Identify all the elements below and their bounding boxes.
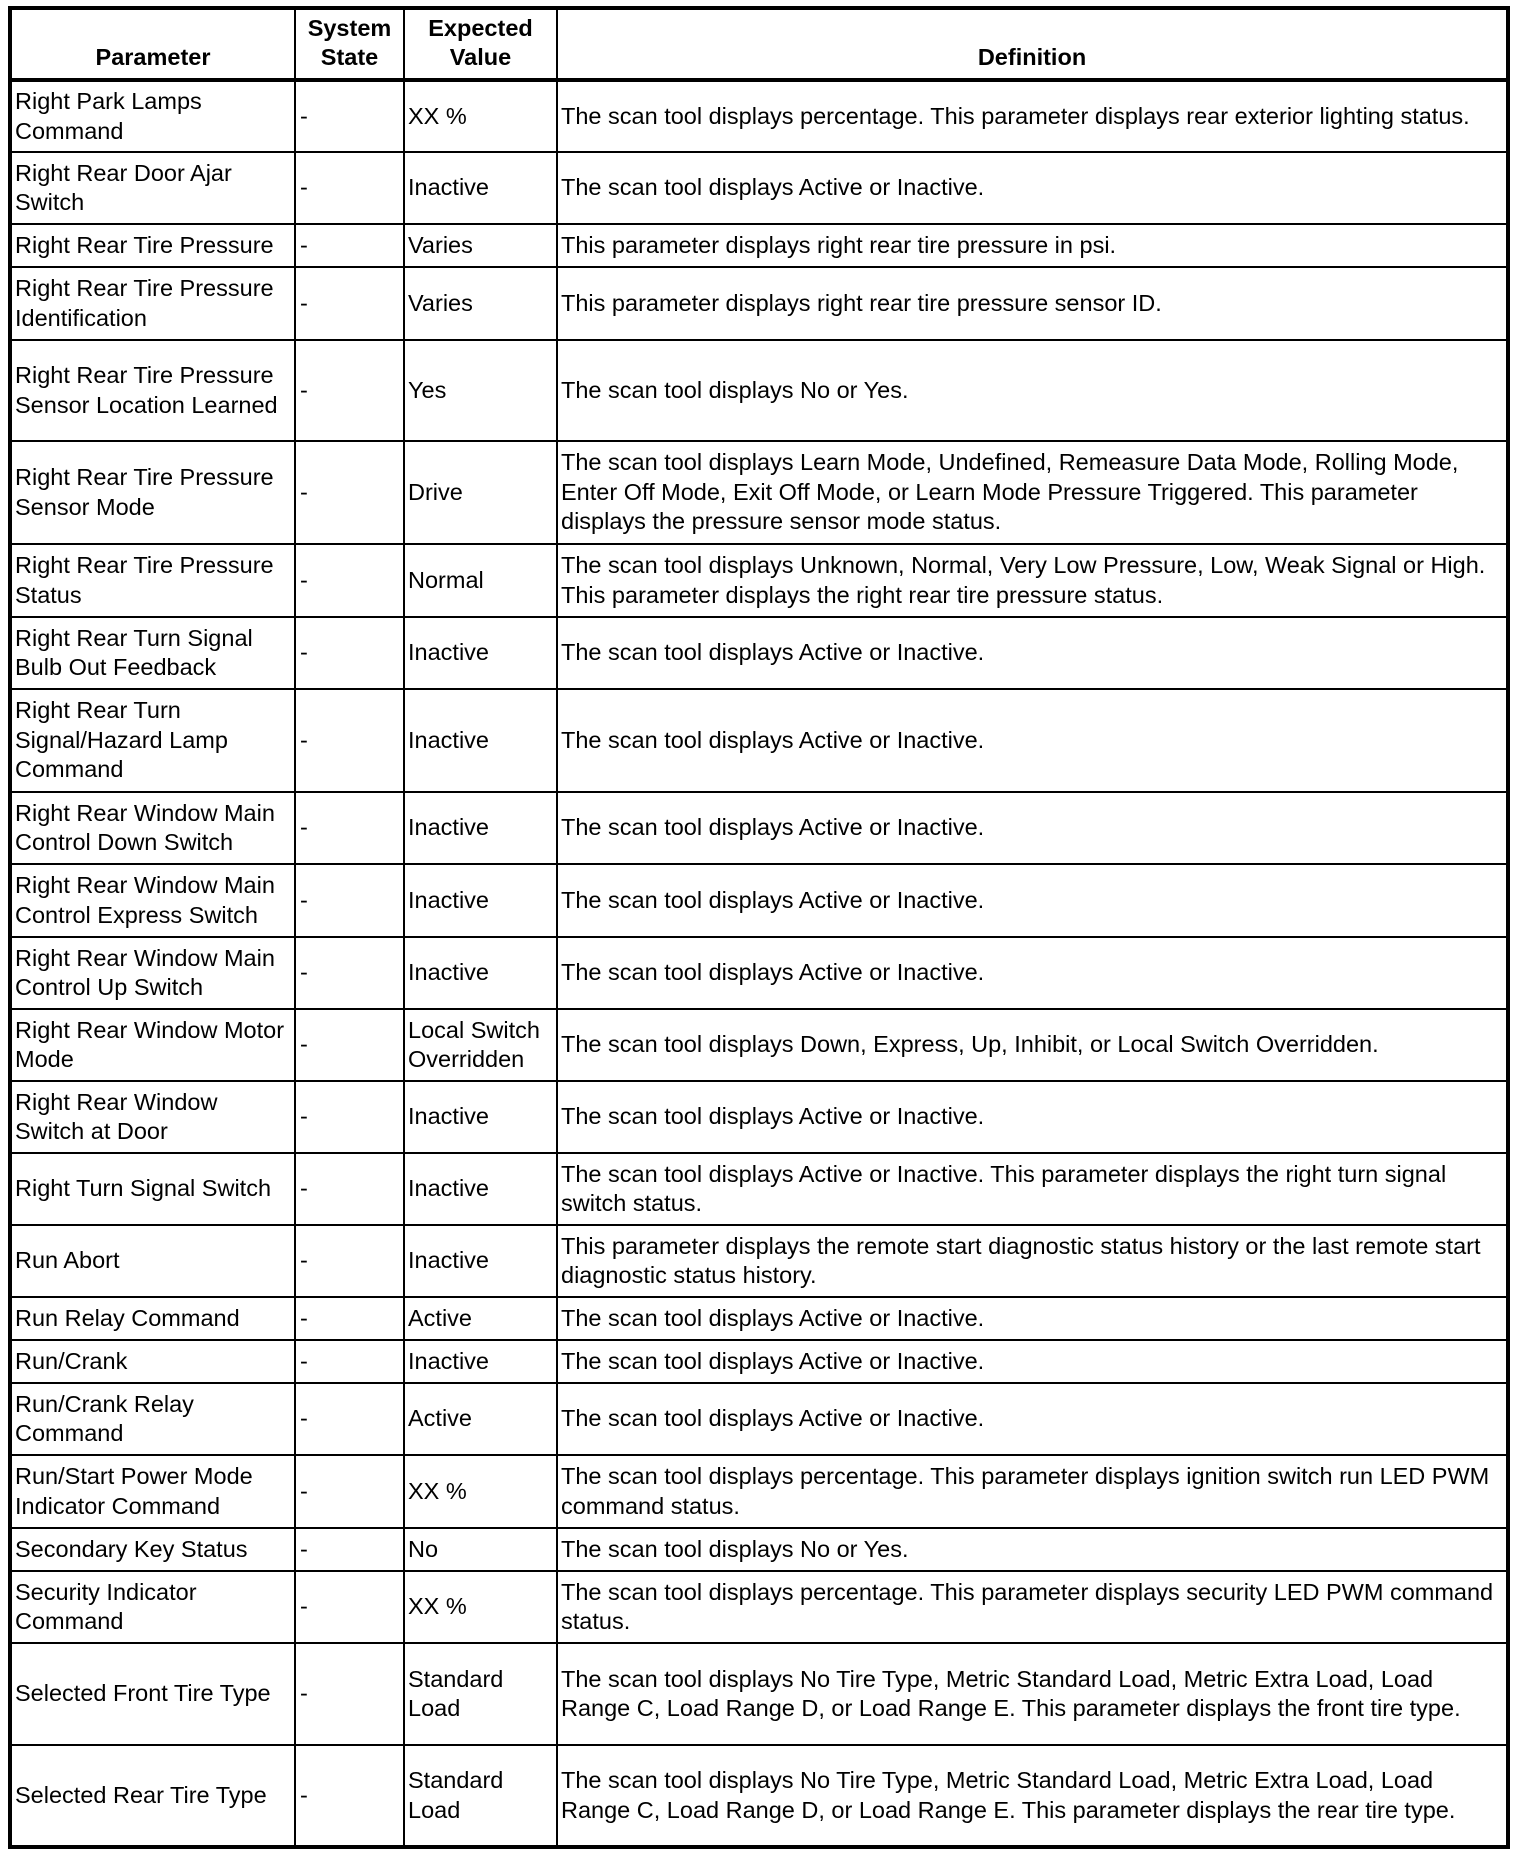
cell-parameter: Selected Rear Tire Type <box>10 1745 295 1847</box>
cell-expected-value: Drive <box>404 441 557 544</box>
cell-expected-value: Inactive <box>404 1225 557 1297</box>
cell-definition: The scan tool displays Active or Inactive. <box>557 1081 1508 1153</box>
cell-expected-value: Active <box>404 1297 557 1340</box>
cell-definition: The scan tool displays Learn Mode, Undefined, Remeasure Data Mode, Rolling Mode, Enter Off Mode, Exit Off Mode, or Learn Mode Pressure Triggered. This parameter displays the pressure sensor mode status. <box>557 441 1508 544</box>
cell-parameter: Run/Start Power Mode Indicator Command <box>10 1455 295 1528</box>
parameter-table <box>8 6 1510 1849</box>
table-row <box>10 441 1508 544</box>
table-row <box>10 544 1508 617</box>
table-row <box>10 1643 1508 1745</box>
cell-parameter: Run/Crank Relay Command <box>10 1383 295 1455</box>
cell-definition: The scan tool displays No or Yes. <box>557 1528 1508 1571</box>
table-row <box>10 792 1508 864</box>
header-definition: Definition <box>557 8 1508 80</box>
table-row <box>10 1455 1508 1528</box>
cell-system-state: - <box>295 224 404 267</box>
table-row <box>10 1225 1508 1297</box>
table-row <box>10 1153 1508 1225</box>
cell-definition: The scan tool displays No Tire Type, Metric Standard Load, Metric Extra Load, Load Range C, Load Range D, or Load Range E. This parameter displays the front tire type. <box>557 1643 1508 1745</box>
cell-definition: The scan tool displays Active or Inactive. <box>557 937 1508 1009</box>
cell-expected-value: Inactive <box>404 1081 557 1153</box>
cell-parameter: Right Rear Door Ajar Switch <box>10 152 295 224</box>
table-row <box>10 152 1508 224</box>
cell-parameter: Security Indicator Command <box>10 1571 295 1643</box>
cell-system-state: - <box>295 792 404 864</box>
cell-definition: This parameter displays right rear tire pressure sensor ID. <box>557 267 1508 340</box>
header-row <box>10 8 1508 80</box>
cell-system-state: - <box>295 1009 404 1081</box>
table-row <box>10 1745 1508 1847</box>
cell-system-state: - <box>295 267 404 340</box>
table-row <box>10 340 1508 441</box>
cell-parameter: Right Rear Tire Pressure Status <box>10 544 295 617</box>
cell-definition: The scan tool displays Unknown, Normal, Very Low Pressure, Low, Weak Signal or High. This parameter displays the right rear tire pressure status. <box>557 544 1508 617</box>
table-header <box>10 8 1508 80</box>
table-body <box>10 80 1508 1847</box>
table-row <box>10 1081 1508 1153</box>
cell-definition: The scan tool displays No Tire Type, Metric Standard Load, Metric Extra Load, Load Range C, Load Range D, or Load Range E. This parameter displays the rear tire type. <box>557 1745 1508 1847</box>
table-row <box>10 1009 1508 1081</box>
cell-definition: This parameter displays right rear tire pressure in psi. <box>557 224 1508 267</box>
cell-definition: The scan tool displays No or Yes. <box>557 340 1508 441</box>
cell-parameter: Right Rear Window Main Control Up Switch <box>10 937 295 1009</box>
table-row <box>10 689 1508 792</box>
cell-parameter: Right Rear Tire Pressure Sensor Mode <box>10 441 295 544</box>
cell-definition: The scan tool displays Active or Inactive. <box>557 689 1508 792</box>
cell-system-state: - <box>295 80 404 152</box>
cell-system-state: - <box>295 1340 404 1383</box>
cell-expected-value: XX % <box>404 1455 557 1528</box>
header-system-state: System State <box>295 8 404 80</box>
cell-parameter: Right Rear Turn Signal Bulb Out Feedback <box>10 617 295 689</box>
cell-definition: The scan tool displays Active or Inactive. <box>557 792 1508 864</box>
table-row <box>10 267 1508 340</box>
cell-expected-value: Inactive <box>404 937 557 1009</box>
cell-parameter: Right Rear Window Main Control Down Switch <box>10 792 295 864</box>
cell-system-state: - <box>295 1455 404 1528</box>
cell-expected-value: Local Switch Overridden <box>404 1009 557 1081</box>
cell-system-state: - <box>295 152 404 224</box>
cell-definition: The scan tool displays Active or Inactive. <box>557 617 1508 689</box>
cell-definition: The scan tool displays Active or Inactive. <box>557 1340 1508 1383</box>
cell-parameter: Run/Crank <box>10 1340 295 1383</box>
cell-parameter: Right Park Lamps Command <box>10 80 295 152</box>
cell-parameter: Right Turn Signal Switch <box>10 1153 295 1225</box>
table-row <box>10 937 1508 1009</box>
table-row <box>10 1571 1508 1643</box>
table-row <box>10 80 1508 152</box>
cell-definition: The scan tool displays percentage. This parameter displays security LED PWM command status. <box>557 1571 1508 1643</box>
cell-definition: The scan tool displays Active or Inactive. <box>557 1383 1508 1455</box>
cell-system-state: - <box>295 441 404 544</box>
cell-parameter: Right Rear Tire Pressure Identification <box>10 267 295 340</box>
cell-expected-value: Yes <box>404 340 557 441</box>
cell-system-state: - <box>295 1081 404 1153</box>
cell-system-state: - <box>295 1297 404 1340</box>
cell-parameter: Secondary Key Status <box>10 1528 295 1571</box>
table-row <box>10 617 1508 689</box>
cell-system-state: - <box>295 340 404 441</box>
header-parameter: Parameter <box>10 8 295 80</box>
cell-system-state: - <box>295 864 404 937</box>
cell-definition: The scan tool displays percentage. This parameter displays rear exterior lighting status. <box>557 80 1508 152</box>
table-row <box>10 1297 1508 1340</box>
cell-expected-value: XX % <box>404 80 557 152</box>
cell-system-state: - <box>295 544 404 617</box>
cell-system-state: - <box>295 1225 404 1297</box>
cell-system-state: - <box>295 1383 404 1455</box>
cell-system-state: - <box>295 937 404 1009</box>
cell-system-state: - <box>295 1745 404 1847</box>
table-row <box>10 1340 1508 1383</box>
cell-expected-value: Standard Load <box>404 1643 557 1745</box>
cell-definition: The scan tool displays Active or Inactive. <box>557 1297 1508 1340</box>
cell-definition: This parameter displays the remote start diagnostic status history or the last remote start diagnostic status history. <box>557 1225 1508 1297</box>
cell-parameter: Run Abort <box>10 1225 295 1297</box>
table-row <box>10 864 1508 937</box>
cell-parameter: Right Rear Window Switch at Door <box>10 1081 295 1153</box>
cell-system-state: - <box>295 1643 404 1745</box>
cell-expected-value: Varies <box>404 267 557 340</box>
cell-definition: The scan tool displays Down, Express, Up, Inhibit, or Local Switch Overridden. <box>557 1009 1508 1081</box>
cell-expected-value: Inactive <box>404 1153 557 1225</box>
cell-expected-value: Active <box>404 1383 557 1455</box>
cell-parameter: Right Rear Tire Pressure <box>10 224 295 267</box>
cell-parameter: Run Relay Command <box>10 1297 295 1340</box>
cell-system-state: - <box>295 689 404 792</box>
cell-parameter: Selected Front Tire Type <box>10 1643 295 1745</box>
cell-expected-value: No <box>404 1528 557 1571</box>
cell-expected-value: Inactive <box>404 1340 557 1383</box>
cell-parameter: Right Rear Tire Pressure Sensor Location Learned <box>10 340 295 441</box>
cell-system-state: - <box>295 1528 404 1571</box>
cell-expected-value: Inactive <box>404 792 557 864</box>
cell-parameter: Right Rear Window Main Control Express Switch <box>10 864 295 937</box>
table-row <box>10 1383 1508 1455</box>
table-row <box>10 224 1508 267</box>
cell-expected-value: Inactive <box>404 689 557 792</box>
cell-parameter: Right Rear Turn Signal/Hazard Lamp Command <box>10 689 295 792</box>
cell-system-state: - <box>295 1571 404 1643</box>
cell-expected-value: Normal <box>404 544 557 617</box>
cell-expected-value: Standard Load <box>404 1745 557 1847</box>
cell-definition: The scan tool displays Active or Inactive. <box>557 152 1508 224</box>
cell-expected-value: Varies <box>404 224 557 267</box>
table-row <box>10 1528 1508 1571</box>
cell-expected-value: Inactive <box>404 617 557 689</box>
cell-definition: The scan tool displays Active or Inactive. <box>557 864 1508 937</box>
header-expected-value: Expected Value <box>404 8 557 80</box>
cell-definition: The scan tool displays Active or Inactive. This parameter displays the right turn signal switch status. <box>557 1153 1508 1225</box>
cell-parameter: Right Rear Window Motor Mode <box>10 1009 295 1081</box>
cell-system-state: - <box>295 1153 404 1225</box>
cell-definition: The scan tool displays percentage. This parameter displays ignition switch run LED PWM command status. <box>557 1455 1508 1528</box>
cell-expected-value: Inactive <box>404 152 557 224</box>
cell-expected-value: XX % <box>404 1571 557 1643</box>
cell-system-state: - <box>295 617 404 689</box>
cell-expected-value: Inactive <box>404 864 557 937</box>
